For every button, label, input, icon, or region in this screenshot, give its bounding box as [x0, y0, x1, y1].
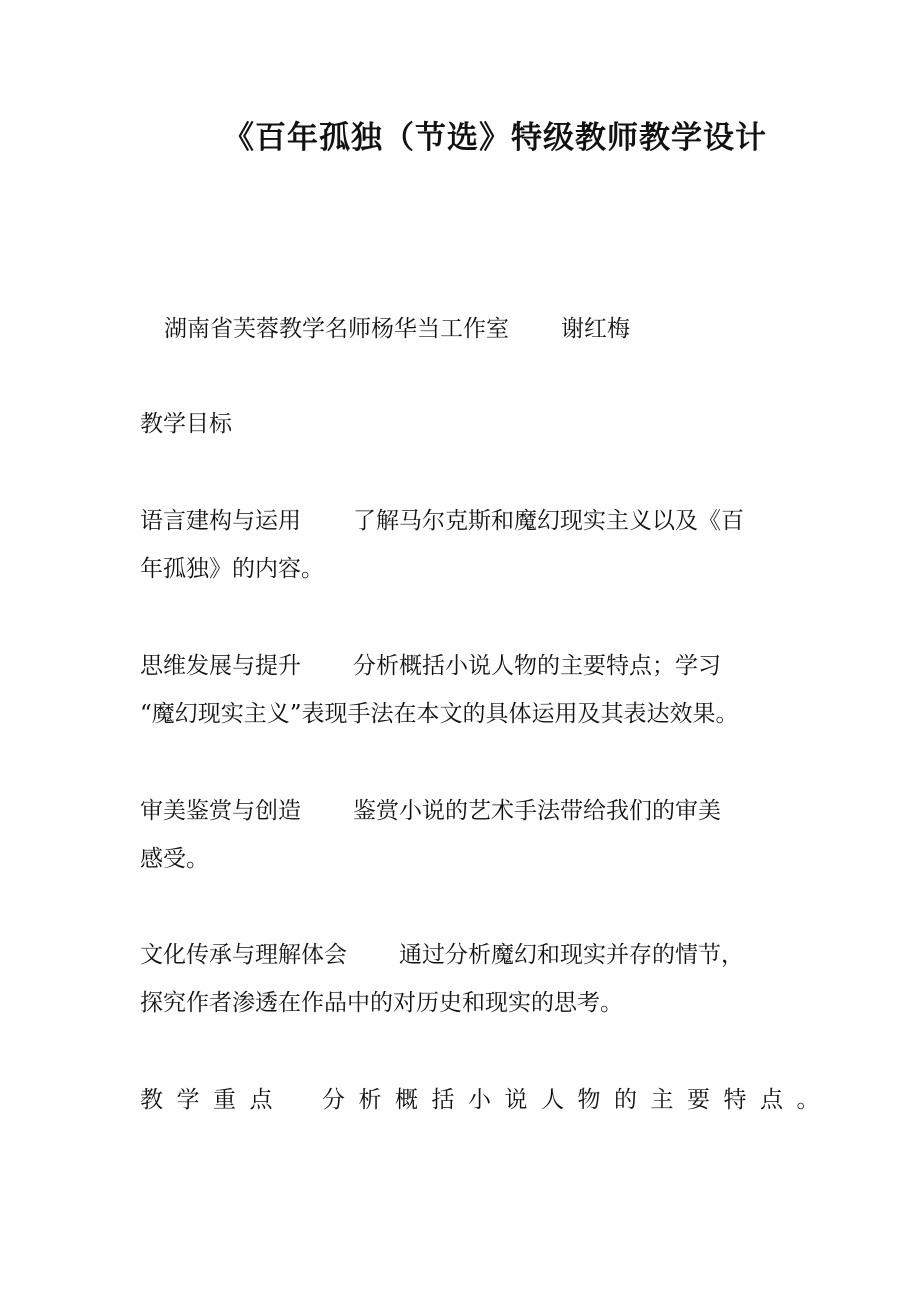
- objective-text-continued: 年孤独》的内容。: [140, 556, 324, 582]
- objective-label: 审美鉴赏与创造: [140, 798, 301, 824]
- objective-label: 思维发展与提升: [140, 653, 301, 679]
- objective-text-continued: 感受。: [140, 846, 209, 872]
- objectives-heading: 教学目标: [140, 411, 232, 437]
- teaching-focus-label: 教学重点: [140, 1087, 286, 1113]
- document-title: 《百年孤独（节选》特级教师教学设计: [223, 120, 767, 156]
- teaching-focus-line: [140, 1076, 833, 1124]
- teaching-focus-text: 分析概括小说人物的主要特点。: [322, 1087, 833, 1113]
- objective-label: 文化传承与理解体会: [140, 942, 347, 968]
- objective-text: 通过分析魔幻和现实并存的情节，: [399, 942, 744, 968]
- objective-text-continued: 探究作者渗透在作品中的对历史和现实的思考。: [140, 990, 623, 1016]
- objective-line: [140, 787, 790, 835]
- author-line: [164, 305, 814, 353]
- objective-text: 分析概括小说人物的主要特点；学习: [353, 653, 721, 679]
- objective-text: 鉴赏小说的艺术手法带给我们的审美: [353, 798, 721, 824]
- author-name: 谢红梅: [561, 316, 630, 342]
- objective-line: [140, 642, 790, 690]
- objective-text-continued: “魔幻现实主义”表现手法在本文的具体运用及其表达效果。: [140, 701, 739, 727]
- objective-line: [140, 497, 790, 545]
- author-affiliation: 湖南省芙蓉教学名师杨华当工作室: [164, 316, 509, 342]
- objective-line: [140, 931, 790, 979]
- objective-label: 语言建构与运用: [140, 508, 301, 534]
- objective-text: 了解马尔克斯和魔幻现实主义以及《百: [353, 508, 744, 534]
